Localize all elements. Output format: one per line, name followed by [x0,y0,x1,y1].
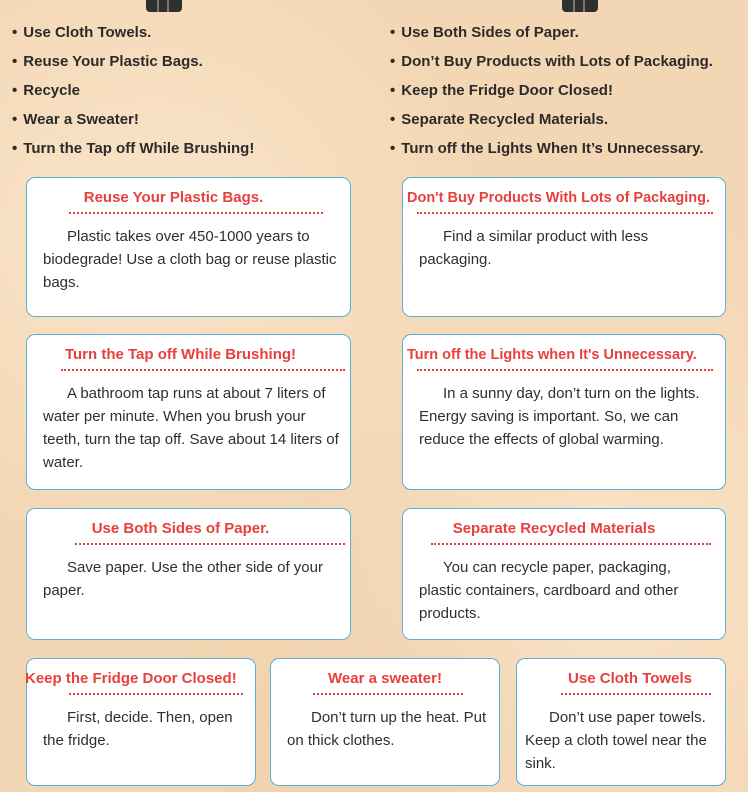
card-body: First, decide. Then, open the fridge. [43,709,233,749]
list-item: • Wear a Sweater! [12,109,254,138]
card-title: Turn the Tap off While Brushing! [64,346,297,363]
list-item: • Separate Recycled Materials. [390,109,713,138]
title-underline [61,369,345,371]
title-underline [313,693,463,695]
card-sweater [270,658,500,786]
card-tap [26,334,351,490]
card-body: Don’t use paper towels. Keep a cloth towel near the sink. [525,709,707,772]
top-decoration-right [562,0,598,12]
title-underline [75,543,345,545]
card-title: Use Both Sides of Paper. [91,520,270,537]
card-body: You can recycle paper, packaging, plastic containers, cardboard and other products. [419,559,679,622]
card-body: A bathroom tap runs at about 7 liters of water per minute. When you brush your teeth, turn the tap off. Save about 14 liters of water. [43,385,339,471]
right-tips-list [390,22,713,167]
left-tips-list [12,22,254,167]
list-item: • Turn off the Lights When It’s Unnecessary. [390,138,713,167]
card-title: Turn off the Lights when It's Unnecessary. [407,347,697,363]
card-separate [402,508,726,640]
card-paper [26,508,351,640]
card-title: Use Cloth Towels [568,670,692,687]
card-body: Plastic takes over 450-1000 years to biodegrade! Use a cloth bag or reuse plastic bags. [43,228,337,291]
card-title: Wear a sweater! [328,670,442,687]
list-item: • Turn the Tap off While Brushing! [12,138,254,167]
card-body: Don’t turn up the heat. Put on thick clothes. [287,709,487,749]
title-underline [69,212,323,214]
title-underline [561,693,711,695]
card-body: In a sunny day, don’t turn on the lights. Energy saving is important. So, we can reduce the effects of global warming. [419,385,700,448]
list-item: • Recycle [12,80,254,109]
card-reuse-plastic-bags [26,177,351,317]
card-title: Don't Buy Products With Lots of Packaging. [407,190,710,206]
card-body: Find a similar product with less packaging. [419,228,649,268]
card-lights [402,334,726,490]
title-underline [431,543,711,545]
card-body: Save paper. Use the other side of your paper. [43,559,323,599]
card-title: Keep the Fridge Door Closed! [25,670,237,687]
list-item: • Don’t Buy Products with Lots of Packaging. [390,51,713,80]
list-item: • Reuse Your Plastic Bags. [12,51,254,80]
title-underline [417,369,713,371]
title-underline [69,693,243,695]
card-packaging [402,177,726,317]
card-title: Reuse Your Plastic Bags. [83,189,264,206]
list-item: • Use Cloth Towels. [12,22,254,51]
card-fridge [26,658,256,786]
top-decoration-left [146,0,182,12]
card-towels [516,658,726,786]
list-item: • Use Both Sides of Paper. [390,22,713,51]
list-item: • Keep the Fridge Door Closed! [390,80,713,109]
title-underline [417,212,713,214]
card-title: Separate Recycled Materials [452,520,656,537]
